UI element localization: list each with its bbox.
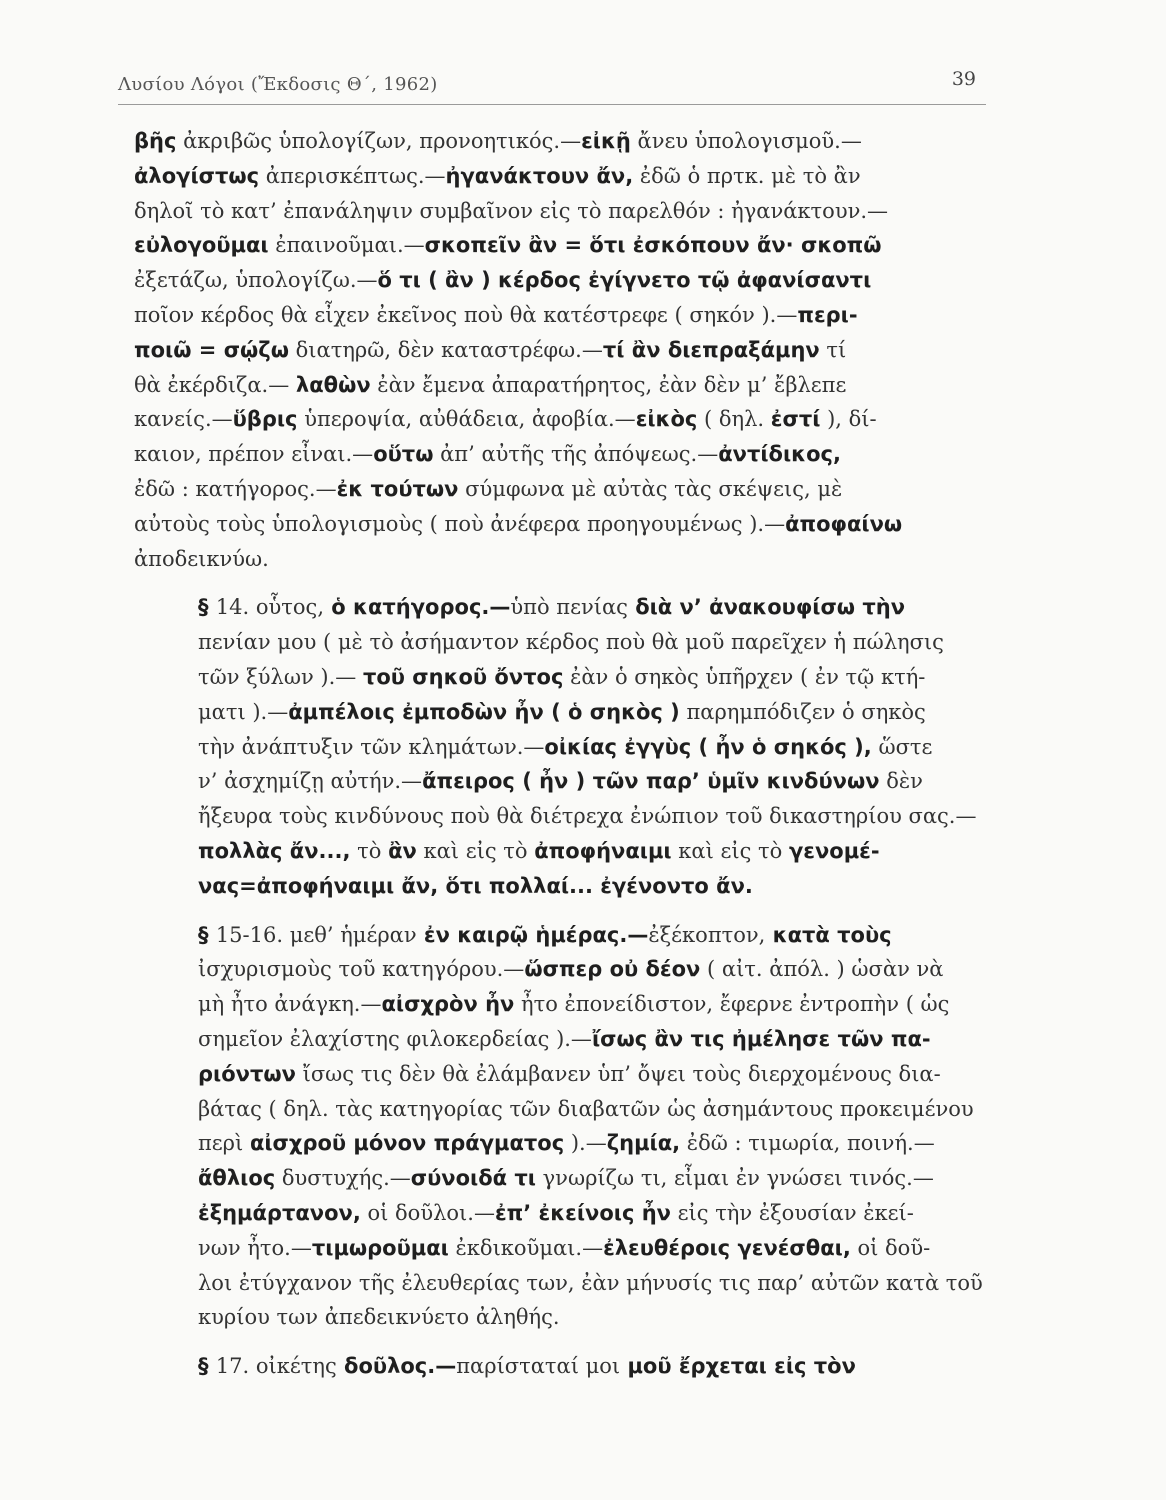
gloss: κυρίου των ἀπεδεικνύετο ἀληθής. [198,1305,560,1330]
lemma: ἀποφαίνω [785,511,903,536]
lemma: μοῦ ἔρχεται εἰς τὸν [620,1354,856,1379]
gloss: ἴσως τις δὲν θὰ ἐλάμβανεν ὑπ’ ὄψει τοὺς διερχομένους δια- [295,1061,941,1086]
text-line [134,834,986,869]
gloss: ἀπερισκέπτως.— [259,163,446,188]
lemma: ἄπειρος ( ἦν ) τῶν παρ’ ὑμῖν κινδύνων [422,769,880,794]
gloss: μὴ ἦτο ἀνάγκη.— [198,992,382,1017]
gloss: ν’ ἀσχημίζῃ αὐτήν.— [198,769,423,794]
lemma: ἀντίδικος, [718,442,841,467]
gloss: τὴν ἀνάπτυξιν τῶν κλημάτων.— [198,734,545,759]
gloss: ἤξευρα τοὺς κινδύνους ποὺ θὰ διέτρεχα ἐνώπιον τοῦ δικαστηρίου σας.— [198,804,977,829]
gloss: ( αἰτ. ἀπόλ. ) ὡσὰν νὰ [700,957,944,982]
gloss: δὲν [879,769,923,794]
running-head [118,68,986,105]
gloss: ὑπὸ πενίας [510,595,628,620]
text-line [134,542,986,577]
text-line [134,799,986,834]
lemma: βῆς [134,129,177,153]
text-line [134,952,986,987]
text-line [134,1092,986,1127]
lemma: πολλὰς ἄν..., [198,838,351,863]
text-line [134,1196,986,1231]
text-line [134,987,986,1022]
lemma: σύνοιδά τι [410,1166,536,1191]
lemma: ἐπ’ ἐκείνοις ἦν [494,1200,671,1225]
gloss: οἱ δοῦ- [850,1235,931,1260]
gloss: 15-16. μεθ’ ἡμέραν [215,922,417,947]
gloss: ἄνευ ὑπολογισμοῦ.— [630,129,862,153]
gloss: 14. οὗτος, [215,595,324,620]
gloss: καὶ εἰς τὸ [416,838,535,863]
gloss: δηλοῖ τὸ κατ’ ἐπανάληψιν συμβαῖνον εἰς τὸ παρελθόν : ἠγανάκτουν.— [134,198,889,223]
lemma: ἠγανάκτουν ἄν, [445,163,634,188]
paragraph-section-14 [134,590,986,903]
text-line [134,507,986,542]
lemma: § [198,1354,216,1379]
paragraph-section-15-16 [134,918,986,1336]
lemma: § [198,922,216,947]
gloss: ἐδῶ : κατήγορος.— [134,476,337,501]
gloss: 17. οἰκέτης [215,1354,337,1379]
gloss: αὐτοὺς τοὺς ὑπολογισμοὺς ( ποὺ ἀνέφερα προηγουμένως ).— [134,511,786,536]
gloss: ματι ).— [198,699,289,724]
text-line [134,124,986,159]
text-line [134,298,986,333]
lemma: αἰσχροῦ μόνον πράγματος [249,1131,565,1156]
gloss: ), δί- [820,407,877,432]
text-line [134,402,986,437]
running-head-title: Λυσίου Λόγοι (Ἔκδοσις Θ΄, 1962) [118,74,438,95]
lemma: ὁ κατήγορος.— [324,595,511,620]
lemma: τιμωροῦμαι [311,1235,449,1260]
lemma: γενομέ- [789,838,880,863]
lemma: ἀμπέλοις ἐμποδὼν ἦν ( ὁ σηκὸς ) [288,699,680,724]
text-line [134,1266,986,1301]
gloss: ὥστε [871,734,933,759]
lemma: ζημία, [606,1131,681,1156]
gloss: ἰσχυρισμοὺς τοῦ κατηγόρου.— [198,957,525,982]
text-line [134,764,986,799]
commentary-text [134,124,986,1384]
text-line [134,1057,986,1092]
text-line [134,368,986,403]
text-line [134,590,986,625]
page-number: 39 [951,68,976,90]
gloss: κανείς.— [134,407,233,432]
lemma: ἂν [388,838,417,863]
text-line [134,194,986,229]
lemma: ἴσως ἂν τις ἠμέλησε τῶν πα- [591,1026,931,1051]
text-line [134,1349,986,1384]
lemma: αἰσχρὸν ἦν [381,992,515,1017]
lemma: ἀποφήναιμι [534,838,672,863]
gloss: ἐπαινοῦμαι.— [268,233,425,258]
lemma: ὅ τι ( ἂν ) κέρδος ἐγίγνετο τῷ ἀφανίσαντι [377,268,872,293]
gloss: θὰ ἐκέρδιζα.— [134,372,296,397]
text-line [134,472,986,507]
lemma: δοῦλος.— [336,1354,457,1379]
lemma: ὕβρις [232,407,298,432]
lemma: ἐλευθέροις γενέσθαι, [603,1235,851,1260]
lemma: ἀλογίστως [134,163,260,188]
gloss: καὶ εἰς τὸ [671,838,789,863]
gloss: ἐὰν ἔμενα ἀπαρατήρητος, ἐὰν δὲν μ’ ἔβλεπε [370,372,847,397]
lemma: τοῦ σηκοῦ ὄντος [362,664,564,689]
gloss: σημεῖον ἐλαχίστης φιλοκερδείας ).— [198,1026,592,1051]
gloss: ἀπ’ αὐτῆς τῆς ἀπόψεως.— [433,442,719,467]
text-line [134,1022,986,1057]
gloss: ἀποδεικνύω. [134,546,269,571]
text-line [134,228,986,263]
lemma: λαθὼν [295,372,371,397]
text-line [134,263,986,298]
gloss: καιον, πρέπον εἶναι.— [134,442,374,467]
gloss: λοι ἐτύγχανον τῆς ἐλευθερίας των, ἐὰν μήνυσίς τις παρ’ αὐτῶν κατὰ τοῦ [198,1270,983,1295]
lemma: ἐξημάρτανον, [198,1200,361,1225]
text-line [134,1231,986,1266]
lemma: ἄθλιος [198,1166,276,1191]
lemma: εἰκὸς [635,407,698,432]
gloss: τῶν ξύλων ).— [198,664,363,689]
lemma: ἐκ τούτων [336,476,459,501]
gloss: βάτας ( δηλ. τὰς κατηγορίας τῶν διαβατῶν ὡς ἀσημάντους προκειμένου [198,1096,974,1121]
lemma: ὥσπερ οὐ δέον [524,957,701,982]
gloss: σύμφωνα μὲ αὐτὰς τὰς σκέψεις, μὲ [458,476,843,501]
lemma: εἰκῇ [581,129,631,153]
text-line [134,730,986,765]
lemma: οἰκίας ἐγγὺς ( ἦν ὁ σηκός ), [544,734,872,759]
text-line [134,333,986,368]
text-line [134,660,986,695]
gloss: ἐδῶ : τιμωρία, ποινή.— [680,1131,935,1156]
lemma: ποιῶ = σῴζω [134,337,289,362]
text-line [134,695,986,730]
gloss: ἦτο ἐπονείδιστον, ἔφερνε ἐντροπὴν ( ὡς [514,992,950,1017]
lemma: διὰ ν’ ἀνακουφίσω τὴν [627,595,906,620]
gloss: ).— [564,1131,607,1156]
lemma: εὐλογοῦμαι [134,233,269,258]
gloss: νων ἦτο.— [198,1235,312,1260]
gloss: ἐκδικοῦμαι.— [448,1235,604,1260]
gloss: παρίσταταί μοι [456,1354,621,1379]
paragraph-section-17 [134,1349,986,1384]
gloss: τὸ [350,838,389,863]
lemma: ριόντων [198,1061,296,1086]
text-line [134,625,986,660]
gloss: ὑπεροψία, αὐθάδεια, ἀφοβία.— [297,407,636,432]
lemma: τί ἂν διεπραξάμην [602,337,820,362]
gloss: ἐὰν ὁ σηκὸς ὑπῆρχεν ( ἐν τῷ κτή- [563,664,926,689]
gloss: παρημπόδιζεν ὁ σηκὸς [679,699,926,724]
text-line [134,869,986,904]
lemma: οὕτω [373,442,434,467]
text-line [134,437,986,472]
lemma: περι- [797,302,858,327]
gloss: εἰς τὴν ἐξουσίαν ἐκεί- [670,1200,914,1225]
gloss: ἐξετάζω, ὑπολογίζω.— [134,268,378,293]
text-line [134,1300,986,1335]
gloss: γνωρίζω τι, εἶμαι ἐν γνώσει τινός.— [535,1166,934,1191]
gloss: οἱ δοῦλοι.— [360,1200,495,1225]
lemma: ἐστί [770,407,821,432]
text-line [134,1161,986,1196]
text-line [134,1126,986,1161]
text-line [134,159,986,194]
lemma: ἐν καιρῷ ἡμέρας.— [416,922,649,947]
gloss: ἐδῶ ὁ πρτκ. μὲ τὸ ἂν [633,163,861,188]
gloss: τί [819,337,847,362]
gloss: πενίαν μου ( μὲ τὸ ἀσήμαντον κέρδος ποὺ θὰ μοῦ παρεῖχεν ἡ πώλησις [198,630,944,655]
gloss: ( δηλ. [697,407,771,432]
gloss: δυστυχής.— [275,1166,411,1191]
gloss: ἐξέκοπτον, [648,922,766,947]
lemma: σκοπεῖν ἂν = ὅτι ἐσκόπουν ἄν· σκοπῶ [424,233,882,258]
gloss: περὶ [198,1131,250,1156]
text-line [134,918,986,953]
paragraph-continuation [134,124,986,576]
gloss: διατηρῶ, δὲν καταστρέφω.— [288,337,603,362]
lemma: κατὰ τοὺς [765,922,892,947]
lemma: § [198,595,216,620]
gloss: ποῖον κέρδος θὰ εἶχεν ἐκεῖνος ποὺ θὰ κατέστρεφε ( σηκόν ).— [134,302,798,327]
lemma: νας=ἀποφήναιμι ἄν, ὅτι πολλαί... ἐγένοντο ἄν. [198,873,753,898]
gloss: ἀκριβῶς ὑπολογίζων, προνοητικός.— [176,129,582,153]
